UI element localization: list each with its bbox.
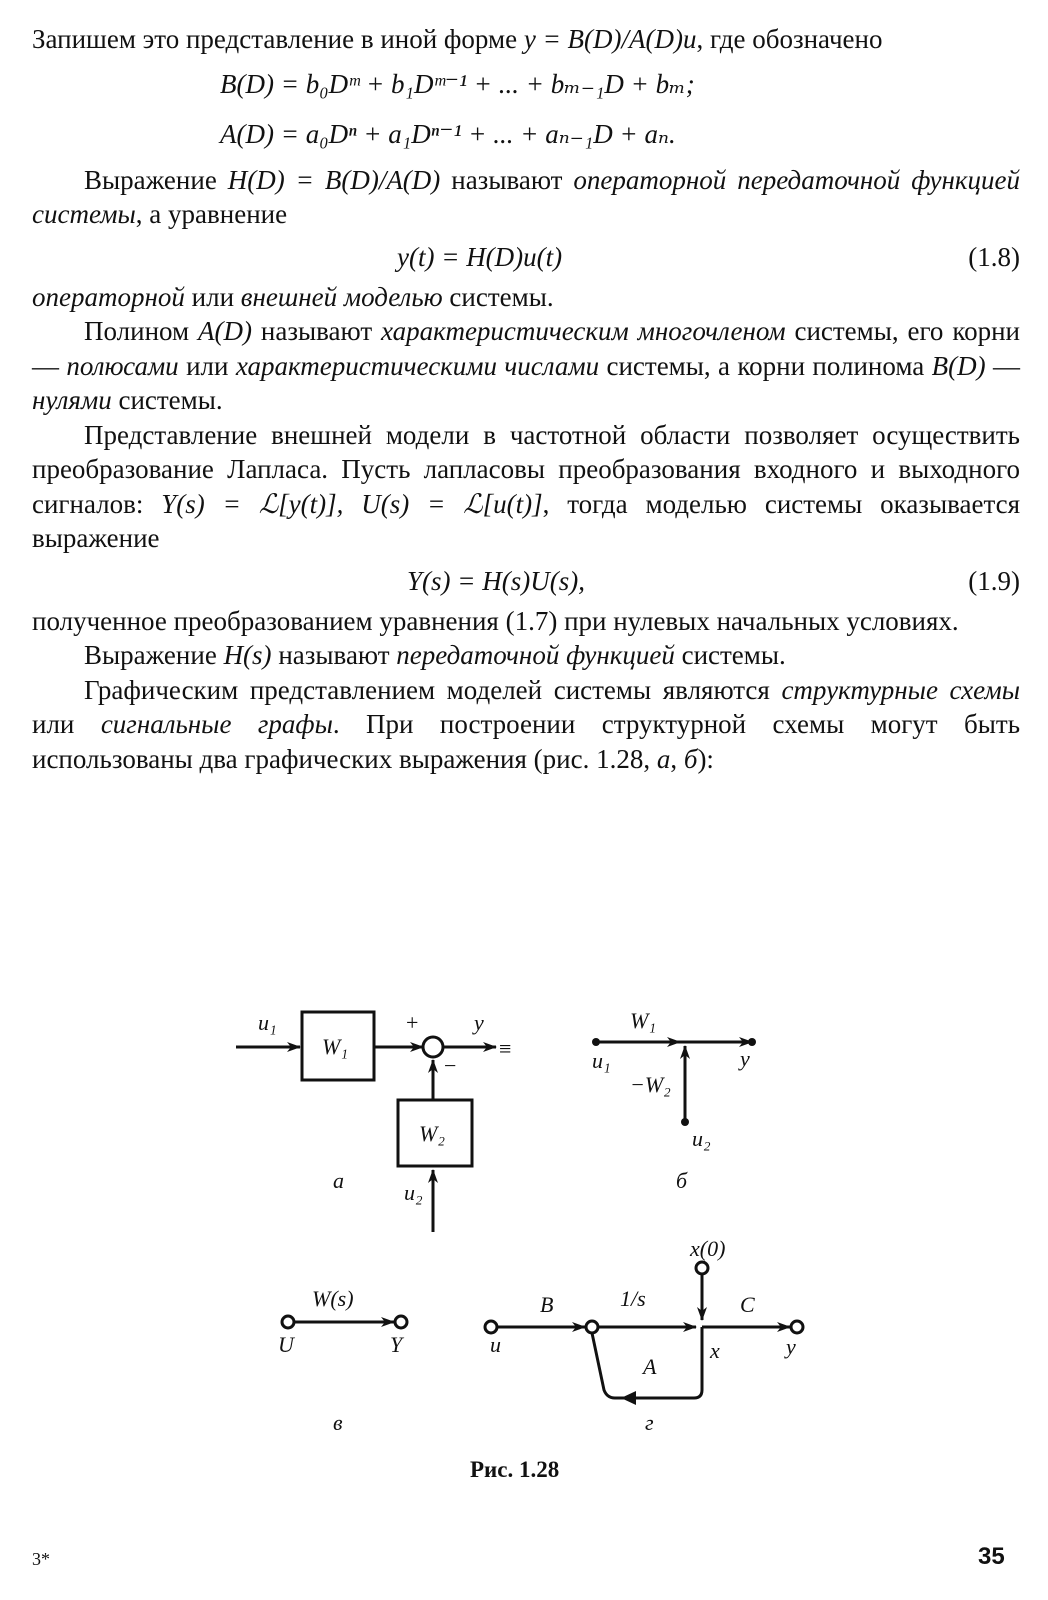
equivalence-sign: ≡ xyxy=(499,1036,512,1061)
label-u1: u₁ xyxy=(592,1048,611,1073)
sublabel-b: б xyxy=(676,1168,688,1193)
term: нулями xyxy=(32,385,112,415)
sublabel-g: г xyxy=(645,1410,654,1435)
sublabel-a: а xyxy=(333,1168,344,1193)
label-y: y xyxy=(786,1334,796,1359)
signature-mark: 3* xyxy=(32,1549,50,1569)
page-number: 35 xyxy=(978,1543,1005,1570)
term: характеристическим многочленом xyxy=(381,316,786,346)
label-C: C xyxy=(740,1292,755,1317)
label-U: U xyxy=(278,1332,294,1357)
text: или xyxy=(32,709,101,739)
label-x0: x(0) xyxy=(690,1236,726,1261)
sublabel-v: в xyxy=(333,1410,343,1435)
text: Графическим представлением моделей системы являются xyxy=(84,674,782,705)
figure-caption: Рис. 1.28 xyxy=(470,1457,560,1482)
equation-number: (1.8) xyxy=(968,241,1020,272)
summing-junction xyxy=(423,1037,443,1057)
inline-formula: y = B(D)/A(D)u xyxy=(523,24,697,54)
inline-formula: A(D) xyxy=(198,316,252,346)
label-1-over-s: 1/s xyxy=(620,1286,646,1311)
label-A: A xyxy=(643,1354,657,1379)
label-B: B xyxy=(540,1292,554,1317)
formula: Y(s) = H(s)U(s), xyxy=(407,565,585,596)
label-u: u xyxy=(490,1332,501,1357)
formula: B(D) = b₀Dᵐ + b₁Dᵐ⁻¹ + ... + bₘ₋₁D + bₘ; xyxy=(220,68,695,99)
node-Y xyxy=(395,1316,407,1328)
inline-formula: B(D) xyxy=(931,350,986,381)
label-w1: W₁ xyxy=(630,1008,656,1033)
text: — xyxy=(985,350,1020,381)
term: внешней моделью xyxy=(240,281,443,312)
text: Запишем это представление в иной форме xyxy=(32,24,524,54)
text: полученное преобразованием уравнения (1.7) при нулевых начальных условиях. xyxy=(32,605,959,636)
label-w1: W₁ xyxy=(322,1034,348,1059)
text: системы. xyxy=(442,281,554,312)
term: операторной передаточной функцией системы xyxy=(32,164,1020,229)
feedback-arrowhead xyxy=(621,1391,636,1405)
text: . При построении структурной схемы могут быть использованы два графических выражения (рис. 1.28, xyxy=(32,709,1021,774)
term: характеристическими числами xyxy=(235,350,600,381)
label-ws: W(s) xyxy=(312,1286,354,1311)
term: полюсами xyxy=(66,350,179,381)
text: системы, а корни полинома xyxy=(599,350,932,381)
label-minus: − xyxy=(444,1053,457,1078)
text: или xyxy=(178,350,236,381)
text: а xyxy=(656,743,671,774)
node-y xyxy=(748,1038,756,1046)
node-y xyxy=(791,1321,803,1333)
label-u1: u₁ xyxy=(258,1010,277,1035)
text: Выражение xyxy=(84,164,228,195)
inline-formula: H(D) = B(D)/A(D) xyxy=(227,164,441,195)
formula: y(t) = H(D)u(t) xyxy=(397,241,563,272)
text: называют xyxy=(271,640,397,670)
term: передаточной функцией xyxy=(396,640,675,670)
label-u2: u₂ xyxy=(404,1180,423,1205)
text: системы. xyxy=(111,385,223,415)
text: Выражение xyxy=(84,640,224,670)
label-Y: Y xyxy=(390,1332,403,1357)
node-x0 xyxy=(696,1262,708,1274)
text: системы, его корни — xyxy=(32,316,1020,381)
equation-number: (1.9) xyxy=(968,565,1020,596)
term: сигнальные графы xyxy=(100,709,333,739)
diagram-g xyxy=(485,1236,803,1435)
diagram-b xyxy=(592,1008,756,1193)
text: или xyxy=(184,281,241,312)
term: операторной xyxy=(32,281,185,312)
text: , тогда моделью системы оказывается выражение xyxy=(32,488,1021,553)
diagram-v xyxy=(278,1286,407,1435)
label-w2: W₂ xyxy=(419,1121,445,1146)
label-x: x xyxy=(710,1338,720,1363)
node-after-B xyxy=(586,1321,598,1333)
text: называют xyxy=(251,316,382,346)
text: , xyxy=(670,743,684,774)
text: , а уравнение xyxy=(135,199,288,229)
formula: A(D) = a₀Dⁿ + a₁Dⁿ⁻¹ + ... + aₙ₋₁D + aₙ. xyxy=(220,118,676,149)
label-neg-w2: −W₂ xyxy=(630,1072,671,1097)
label-y: y xyxy=(740,1046,750,1071)
inline-formula: H(s) xyxy=(223,640,272,670)
label-y: y xyxy=(474,1010,484,1035)
text: ): xyxy=(697,743,714,774)
inline-formula: Y(s) = ℒ[y(t)], U(s) = ℒ[u(t)] xyxy=(161,488,543,519)
label-u2: u₂ xyxy=(692,1126,711,1151)
term: структурные схемы xyxy=(781,674,1020,705)
diagram-a xyxy=(236,1010,511,1232)
text: называют xyxy=(440,164,574,195)
text: Полином xyxy=(84,316,198,346)
text: , где обозначено xyxy=(696,24,883,54)
text: Представление внешней модели в частотной области позволяет осуществить преобразование Лапласа. Пусть лапласовы преобразования входного и выходного сигналов: xyxy=(32,419,1020,519)
text: системы. xyxy=(674,640,786,670)
node-U xyxy=(282,1316,294,1328)
node-u2 xyxy=(681,1118,689,1126)
label-plus: + xyxy=(406,1010,419,1035)
text: б xyxy=(683,743,698,774)
